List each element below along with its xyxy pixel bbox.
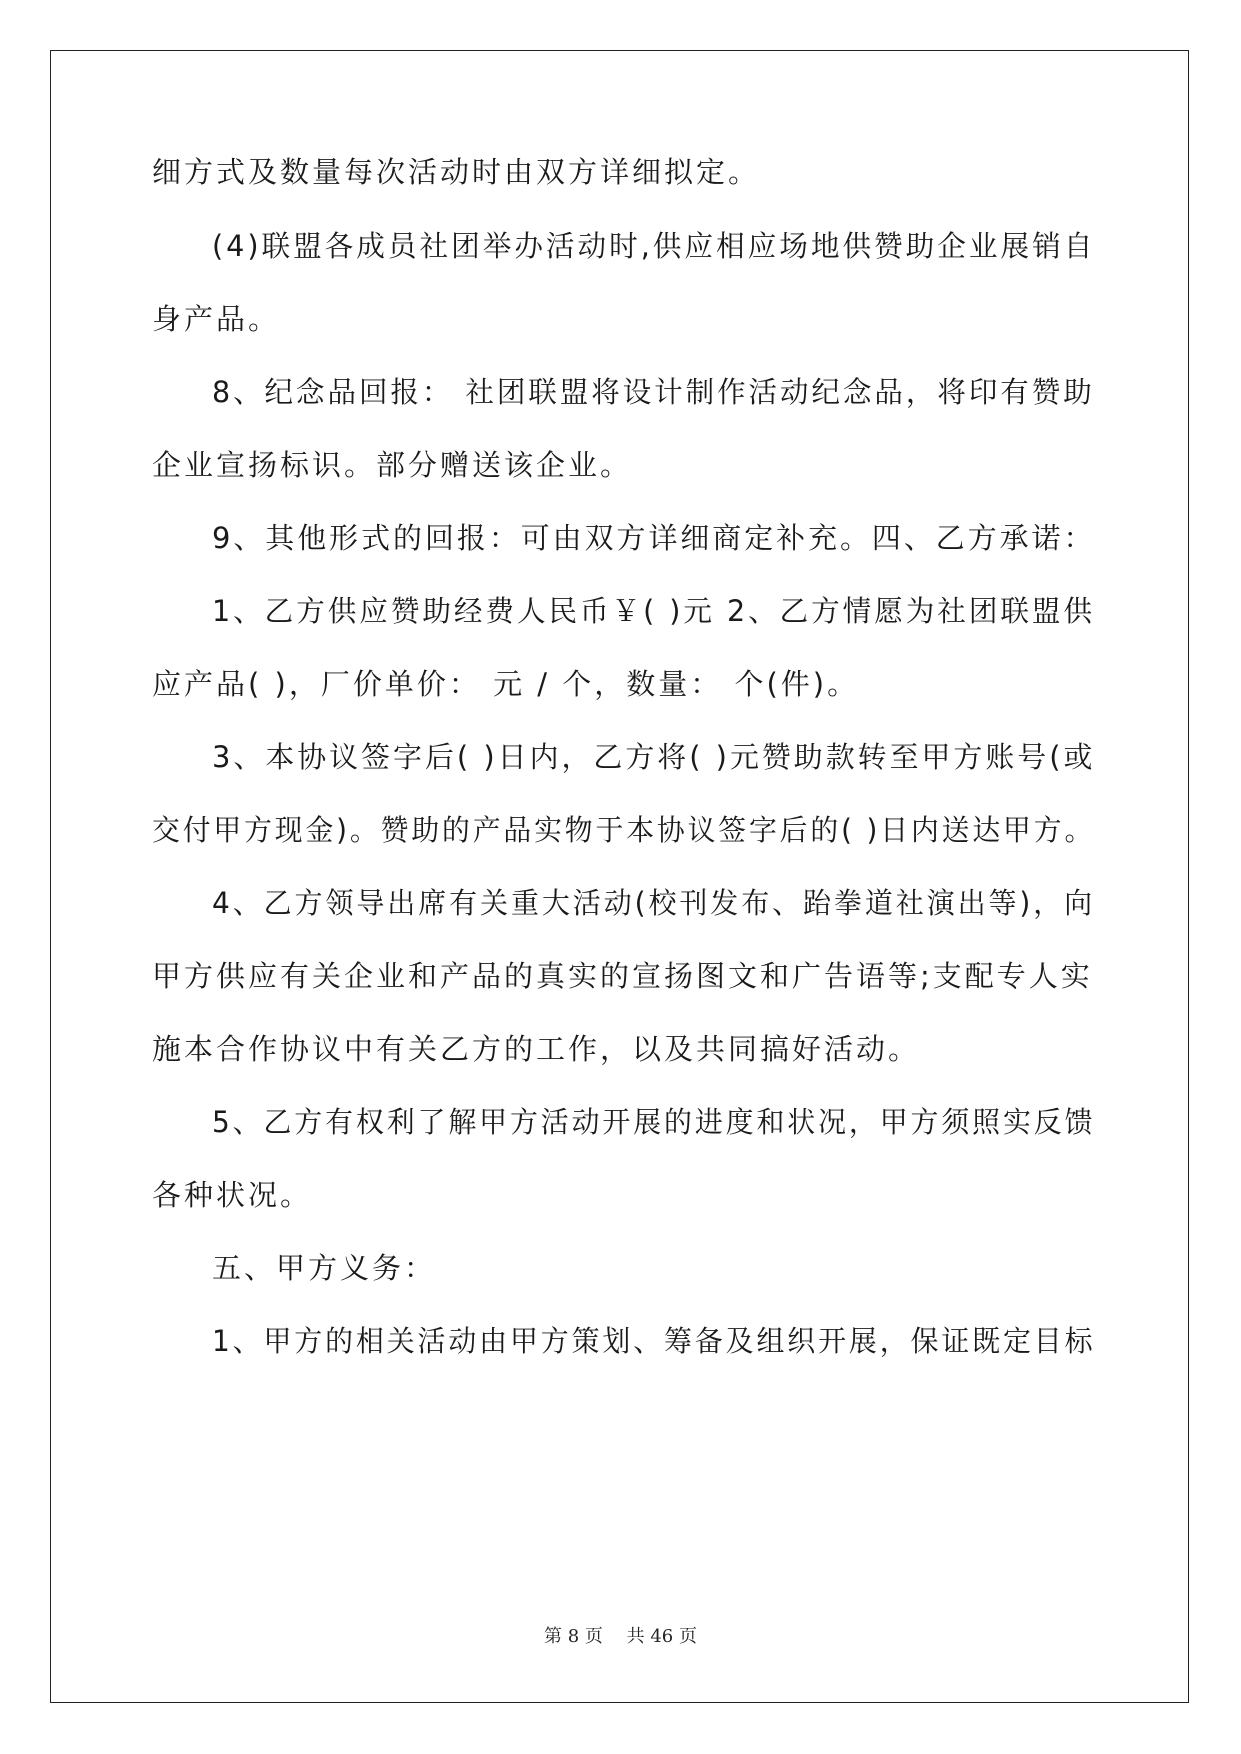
- body-line-2: (4)联盟各成员社团举办活动时,供应相应场地供赞助企业展销自: [212, 229, 1096, 263]
- body-line-12: 甲方供应有关企业和产品的真实的宣扬图文和广告语等;支配专人实: [152, 959, 1093, 993]
- body-line-15: 各种状况。: [152, 1178, 313, 1212]
- body-line-11: 4、乙方领导出席有关重大活动(校刊发布、跆拳道社演出等)，向: [212, 886, 1096, 920]
- body-line-3: 身产品。: [152, 302, 281, 336]
- page-border: [50, 50, 1189, 1703]
- body-line-13: 施本合作协议中有关乙方的工作，以及共同搞好活动。: [152, 1032, 921, 1066]
- body-line-16: 五、甲方义务：: [212, 1251, 437, 1285]
- body-line-10: 交付甲方现金)。赞助的产品实物于本协议签字后的( )日内送达甲方。: [152, 813, 1096, 847]
- body-line-17: 1、甲方的相关活动由甲方策划、筹备及组织开展，保证既定目标: [212, 1324, 1096, 1358]
- page-number-footer: 第 8 页 共 46 页: [544, 1626, 697, 1647]
- body-line-9: 3、本协议签字后( )日内，乙方将( )元赞助款转至甲方账号(或: [212, 740, 1096, 774]
- body-line-4: 8、纪念品回报： 社团联盟将设计制作活动纪念品，将印有赞助: [212, 375, 1095, 409]
- body-line-7: 1、乙方供应赞助经费人民币￥( )元 2、乙方情愿为社团联盟供: [212, 594, 1095, 628]
- body-line-1: 细方式及数量每次活动时由双方详细拟定。: [152, 155, 761, 189]
- body-line-8: 应产品( )，厂价单价： 元 / 个，数量： 个(件)。: [152, 667, 860, 701]
- body-line-14: 5、乙方有权利了解甲方活动开展的进度和状况，甲方须照实反馈: [212, 1105, 1096, 1139]
- body-line-5: 企业宣扬标识。部分赠送该企业。: [152, 448, 633, 482]
- body-line-6: 9、其他形式的回报：可由双方详细商定补充。四、乙方承诺：: [212, 521, 1096, 555]
